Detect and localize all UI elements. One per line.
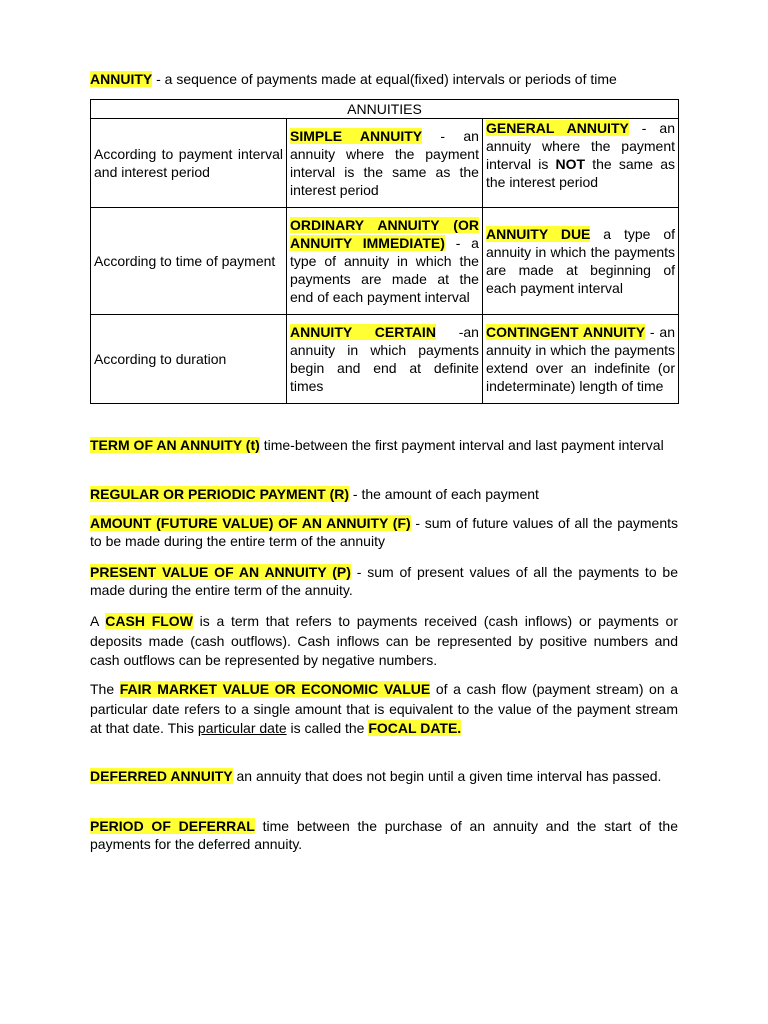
table-cell	[482, 119, 678, 208]
cash-flow-term: CASH FLOW	[105, 613, 193, 629]
definition-text: time between the purchase of an annuity and the start of the payments for the deferred annuity.	[90, 818, 678, 852]
paragraph-text: A	[90, 613, 106, 629]
cell-text: a type of annuity in which the payments are made at beginning of each payment interval	[485, 226, 675, 296]
simple-annuity-term: SIMPLE ANNUITY	[289, 128, 423, 144]
term-of-annuity-definition	[90, 436, 678, 454]
annuities-table	[90, 99, 679, 404]
table-row	[91, 119, 679, 208]
annuity-term: ANNUITY	[90, 71, 153, 87]
amount-future-term: AMOUNT (FUTURE VALUE) OF AN ANNUITY (F)	[90, 515, 411, 531]
table-cell	[482, 315, 678, 404]
fair-market-paragraph	[90, 680, 678, 739]
deferred-annuity-term: DEFERRED ANNUITY	[90, 768, 233, 784]
row-label: According to time of payment	[91, 208, 287, 315]
table-cell	[286, 315, 482, 404]
annuity-definition	[90, 70, 680, 88]
term-of-annuity-term: TERM OF AN ANNUITY (t)	[90, 437, 260, 453]
cell-text: - an annuity in which the payments extend over an indefinite (or indeterminate) length of time	[485, 324, 675, 394]
definition-text: - sum of future values of all the payments to be made during the entire term of the annuity	[90, 515, 678, 549]
table-row	[91, 208, 679, 315]
annuity-certain-term: ANNUITY CERTAIN	[289, 324, 436, 340]
regular-payment-term: REGULAR OR PERIODIC PAYMENT (R)	[90, 486, 350, 502]
cash-flow-paragraph	[90, 612, 678, 671]
cell-text: - an annuity where the payment interval is the same as the interest period	[289, 128, 479, 198]
definition-text: an annuity that does not begin until a given time interval has passed.	[232, 768, 662, 784]
cell-bold: NOT	[555, 156, 586, 172]
table-row	[91, 315, 679, 404]
contingent-annuity-term: CONTINGENT ANNUITY	[485, 324, 646, 340]
general-annuity-term: GENERAL ANNUITY	[485, 120, 629, 136]
cell-text: the same as the interest period	[485, 156, 675, 190]
definition-text: - the amount of each payment	[349, 486, 539, 502]
regular-payment-definition	[90, 485, 678, 503]
annuity-due-term: ANNUITY DUE	[485, 226, 591, 242]
amount-future-definition	[90, 514, 678, 550]
period-deferral-term: PERIOD OF DEFERRAL	[90, 818, 255, 834]
deferred-annuity-definition	[90, 767, 678, 785]
period-deferral-definition	[90, 817, 678, 853]
paragraph-text: of a cash flow (payment stream) on a particular date refers to a single amount that is equivalent to the value of the payment stream at that date. This	[90, 681, 679, 736]
table-cell	[286, 119, 482, 208]
table-cell	[286, 208, 482, 315]
ordinary-annuity-term: ORDINARY ANNUITY (OR ANNUITY IMMEDIATE)	[289, 217, 479, 251]
paragraph-text: is called the	[286, 720, 369, 736]
paragraph-text: is a term that refers to payments received (cash inflows) or payments or deposits made (cash outflows). Cash inflows can be represented by positive numbers and cash outflows can be represented by negative numbers.	[90, 613, 678, 668]
row-label: According to duration	[91, 315, 287, 404]
underlined-text: particular date	[197, 720, 287, 736]
definition-text: time-between the first payment interval and last payment interval	[259, 437, 664, 453]
present-value-definition	[90, 563, 678, 599]
cell-text: - an annuity where the payment interval is	[485, 120, 675, 172]
table-cell	[482, 208, 678, 315]
cell-text: -an annuity in which payments begin and end at definite times	[289, 324, 479, 394]
cell-text: - a type of annuity in which the payments are made at the end of each payment interval	[289, 235, 479, 305]
paragraph-text: The	[90, 681, 120, 697]
annuity-text: - a sequence of payments made at equal(fixed) intervals or periods of time	[152, 71, 617, 87]
table-header: ANNUITIES	[91, 100, 679, 119]
focal-date-term: FOCAL DATE.	[368, 720, 462, 736]
fair-market-term: FAIR MARKET VALUE OR ECONOMIC VALUE	[119, 681, 431, 697]
present-value-term: PRESENT VALUE OF AN ANNUITY (P)	[90, 564, 351, 580]
definition-text: - sum of present values of all the payments to be made during the entire term of the annuity.	[90, 564, 679, 598]
row-label: According to payment interval and interest period	[91, 119, 287, 208]
